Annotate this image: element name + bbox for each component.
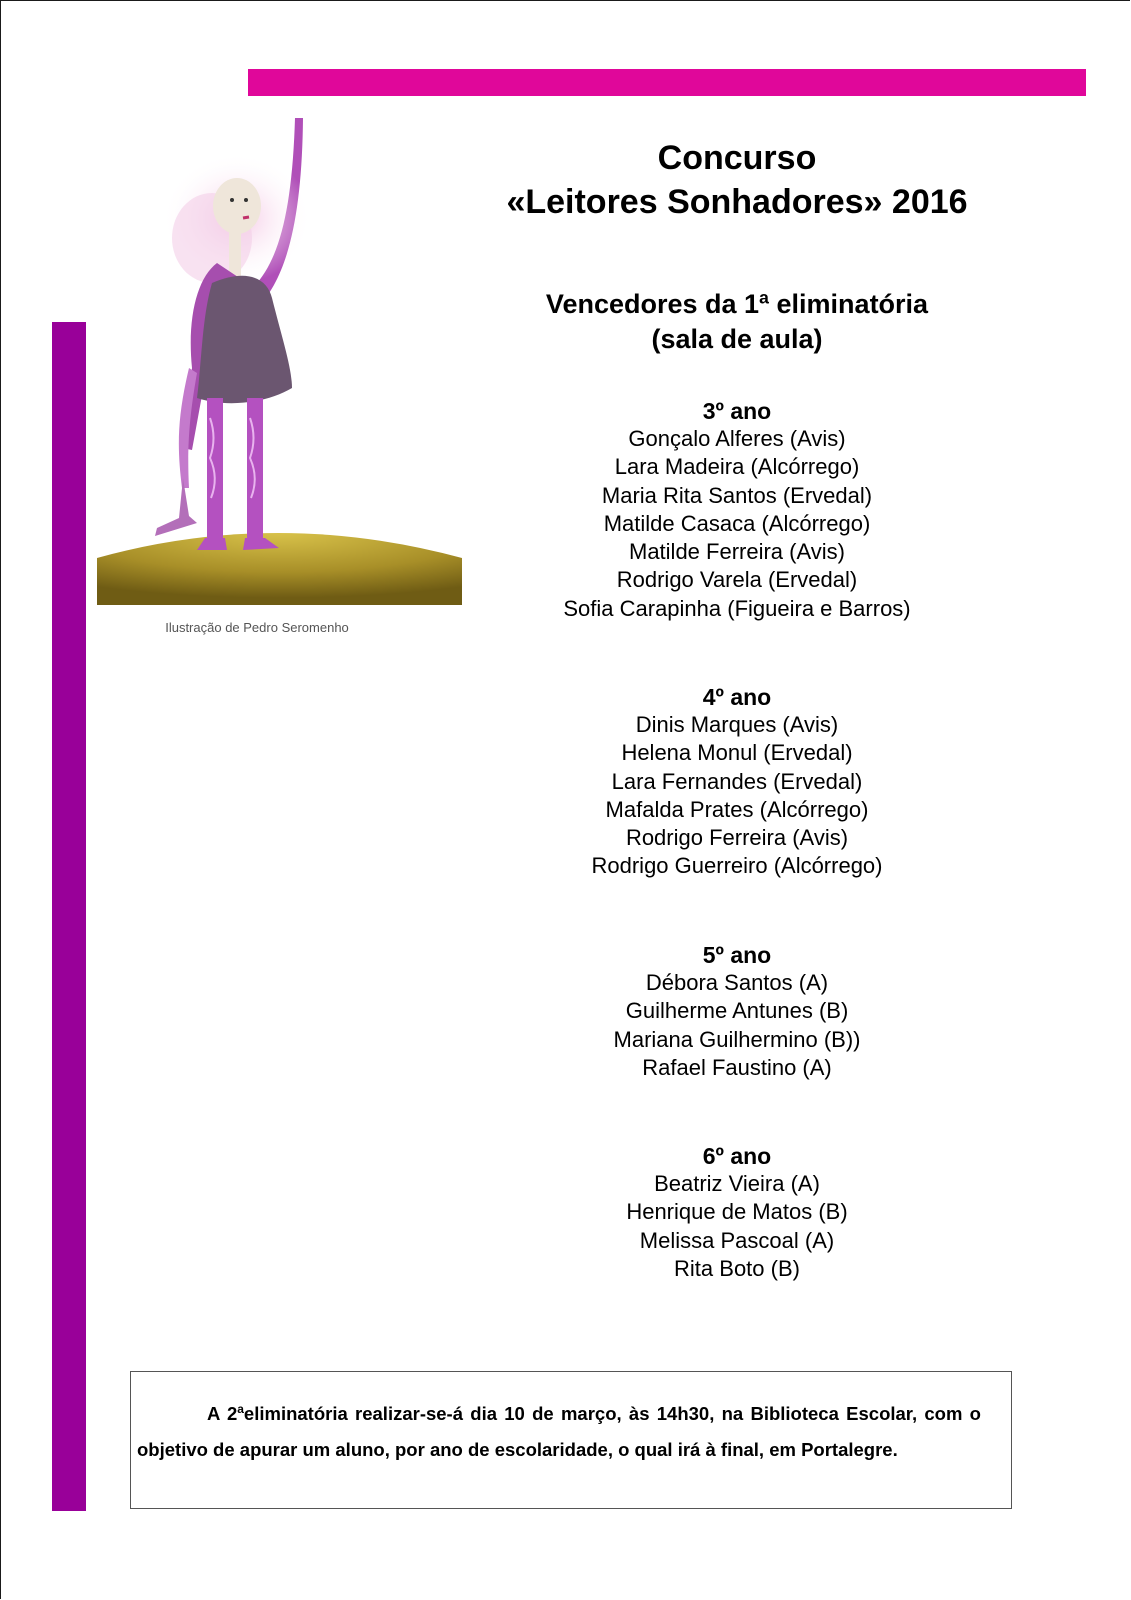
grade-heading: 6º ano <box>702 1143 772 1169</box>
page-subtitle <box>452 287 1022 357</box>
student-name: Matilde Ferreira (Avis) <box>629 539 845 565</box>
student-name: Rita Boto (B) <box>674 1255 800 1281</box>
title-line-1: Concurso <box>657 139 817 177</box>
student-name: Rodrigo Ferreira (Avis) <box>625 825 849 851</box>
student-name: Rodrigo Guerreiro (Alcórrego) <box>591 853 883 879</box>
announcement-box <box>130 1371 1012 1509</box>
student-name: Sofia Carapinha (Figueira e Barros) <box>563 595 911 621</box>
student-name: Rafael Faustino (A) <box>642 1054 832 1080</box>
student-name: Mafalda Prates (Alcórrego) <box>605 796 869 822</box>
student-name: Helena Monul (Ervedal) <box>621 740 853 766</box>
student-name: Débora Santos (A) <box>645 970 829 995</box>
student-name: Guilherme Antunes (B) <box>625 998 849 1024</box>
grade-section-6 <box>452 1142 1022 1283</box>
student-name: Beatriz Vieira (A) <box>654 1171 820 1196</box>
girl-illustration-drawing <box>97 118 462 605</box>
title-line-2: «Leitores Sonhadores» 2016 <box>506 183 968 221</box>
girl-illustration <box>97 118 462 605</box>
student-name: Mariana Guilhermino (B)) <box>613 1026 861 1052</box>
student-name: Lara Madeira (Alcórrego) <box>614 454 860 480</box>
student-name: Matilde Casaca (Alcórrego) <box>603 510 871 536</box>
grade-heading: 3º ano <box>702 398 772 424</box>
grade-section-4 <box>452 683 1022 881</box>
subtitle-line-1: Vencedores da 1ª eliminatória <box>545 289 929 319</box>
announcement-text: eliminatória realizar-se-á dia 10 de março, às 14h30, na Biblioteca Escolar, com o objetivo de apurar um aluno, por ano de escolaridade, o qual irá à final, em Portalegre. <box>137 1403 981 1460</box>
illustration-caption: Ilustração de Pedro Seromenho <box>165 620 349 635</box>
page-title <box>452 136 1022 224</box>
student-name: Gonçalo Alferes (Avis) <box>628 426 846 451</box>
side-accent-bar <box>52 322 86 1511</box>
grade-heading: 4º ano <box>702 684 772 710</box>
grade-heading: 5º ano <box>702 942 772 968</box>
student-name: Henrique de Matos (B) <box>626 1199 848 1225</box>
student-name: Dinis Marques (Avis) <box>635 712 839 737</box>
top-accent-bar <box>248 69 1086 96</box>
student-name: Lara Fernandes (Ervedal) <box>611 768 863 794</box>
student-name: Melissa Pascoal (A) <box>639 1227 835 1253</box>
announcement-superscript: a <box>237 1401 244 1416</box>
grade-section-3 <box>452 397 1022 623</box>
announcement-prefix: A 2 <box>207 1403 238 1424</box>
grade-section-5 <box>452 941 1022 1082</box>
student-name: Rodrigo Varela (Ervedal) <box>616 567 858 593</box>
subtitle-line-2: (sala de aula) <box>651 324 823 354</box>
student-name: Maria Rita Santos (Ervedal) <box>601 482 873 508</box>
